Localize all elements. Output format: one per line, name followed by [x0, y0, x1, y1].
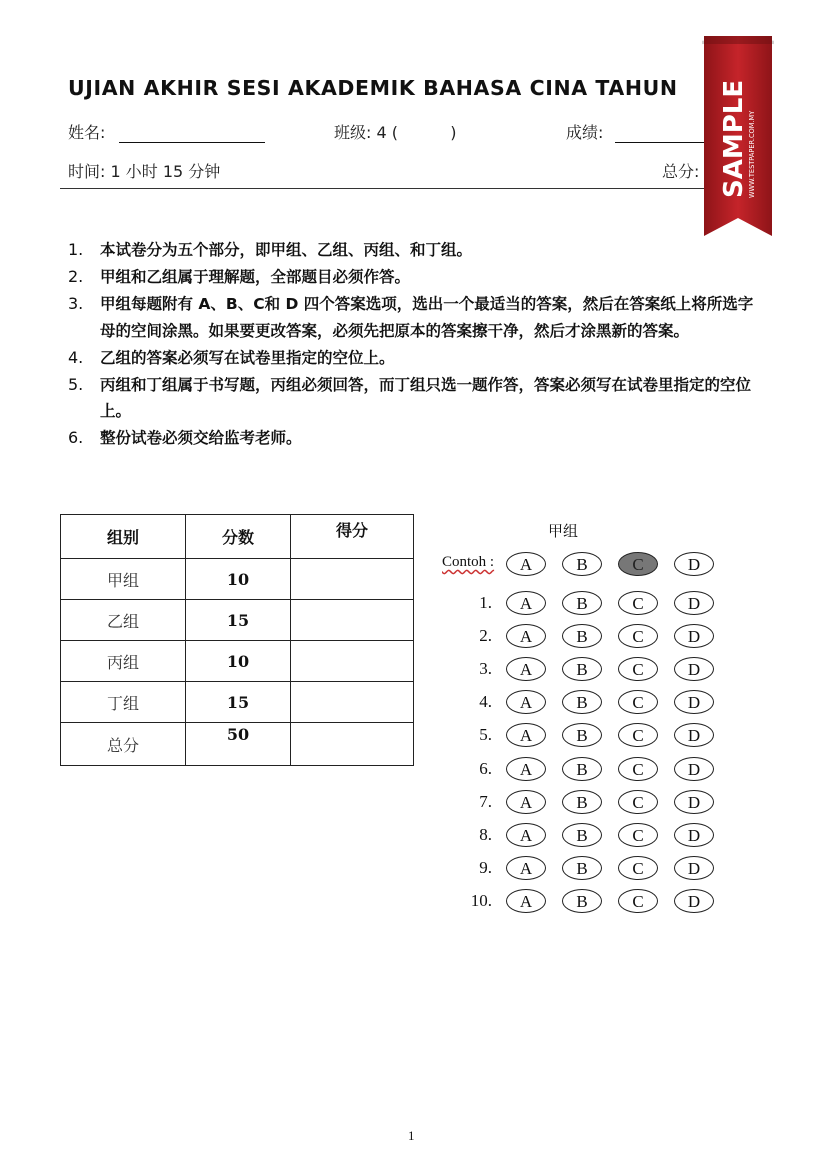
option-bubble-d[interactable]: D [674, 790, 714, 814]
option-bubble-c[interactable]: C [618, 657, 658, 681]
question-number: 1. [479, 593, 492, 612]
sample-ribbon [702, 30, 774, 248]
score-cell[interactable] [291, 559, 414, 600]
option-bubble-b[interactable]: B [562, 657, 602, 681]
ribbon-label: SAMPLE [719, 79, 749, 198]
option-bubble-d[interactable]: D [674, 823, 714, 847]
option-bubble-d[interactable]: D [674, 591, 714, 615]
option-bubble-b[interactable]: B [562, 889, 602, 913]
score-cell[interactable] [291, 723, 414, 766]
option-bubble-a[interactable]: A [506, 790, 546, 814]
option-bubble-d[interactable]: D [674, 889, 714, 913]
class-value: 4 ( [376, 123, 399, 142]
option-bubble-b[interactable]: B [562, 790, 602, 814]
option-bubble-b[interactable]: B [562, 591, 602, 615]
option-bubble-c[interactable]: C [618, 624, 658, 648]
table-row [61, 723, 414, 766]
answer-row [440, 789, 740, 817]
page-title: UJIAN AKHIR SESI AKADEMIK BAHASA CINA TAHUN [68, 76, 678, 100]
question-number: 2. [479, 626, 492, 646]
marks-cell: 15 [186, 682, 291, 723]
marks-cell: 10 [186, 559, 291, 600]
group-cell: 丁组 [61, 682, 186, 723]
total-label: 总分: [662, 162, 700, 181]
class-close: ) [450, 123, 457, 142]
question-number: 9. [479, 857, 492, 877]
grade-field [566, 120, 705, 143]
page-number: 1 [408, 1128, 415, 1143]
example-row [440, 551, 740, 579]
name-field [68, 120, 265, 143]
option-bubble-b[interactable]: B [562, 624, 602, 648]
option-bubble-b[interactable]: B [562, 757, 602, 781]
marks-cell: 50 [186, 723, 291, 766]
answer-row [440, 888, 740, 916]
option-bubble-d[interactable]: D [674, 657, 714, 681]
instructions-list [68, 237, 768, 452]
instruction-item: 2. 甲组和乙组属于理解题，全部题目必须作答。 [68, 267, 411, 286]
header-marks: 分数 [186, 515, 291, 559]
option-bubble-a[interactable]: A [506, 757, 546, 781]
grade-label: 成绩: [566, 123, 604, 142]
option-bubble-d: D [674, 552, 714, 576]
header-divider [60, 188, 760, 189]
answer-row [440, 656, 740, 684]
option-bubble-c[interactable]: C [618, 790, 658, 814]
score-cell[interactable] [291, 600, 414, 641]
answer-row [440, 590, 740, 618]
option-bubble-b[interactable]: B [562, 823, 602, 847]
option-bubble-c[interactable]: C [618, 823, 658, 847]
table-header-row [61, 515, 414, 559]
answer-row [440, 689, 740, 717]
option-bubble-b: B [562, 552, 602, 576]
score-cell[interactable] [291, 641, 414, 682]
answer-sheet-title: 甲组 [548, 522, 579, 540]
marks-cell: 10 [186, 641, 291, 682]
group-cell: 甲组 [61, 559, 186, 600]
question-number: 5. [479, 725, 492, 745]
instruction-item: 5. 丙组和丁组属于书写题，丙组必须回答，而丁组只选一题作答，答案必须写在试卷里指定的空位上。 [68, 374, 752, 420]
option-bubble-a[interactable]: A [506, 889, 546, 913]
option-bubble-a[interactable]: A [506, 723, 546, 747]
class-field [334, 120, 456, 143]
instruction-item: 4. 乙组的答案必须写在试卷里指定的空位上。 [68, 347, 395, 367]
answer-row [440, 623, 740, 651]
marks-cell: 15 [186, 600, 291, 641]
question-number: 8. [479, 824, 492, 844]
option-bubble-c[interactable]: C [618, 856, 658, 880]
option-bubble-b[interactable]: B [562, 856, 602, 880]
group-cell: 乙组 [61, 600, 186, 641]
answer-row [440, 722, 740, 750]
name-label: 姓名: [68, 123, 106, 142]
question-number: 3. [479, 659, 492, 679]
answer-row [440, 822, 740, 850]
group-cell: 丙组 [61, 641, 186, 682]
ribbon-url: WWW.TESTPAPER.COM.MY [748, 110, 756, 198]
question-number: 10. [470, 890, 492, 910]
class-label: 班级: [334, 123, 372, 142]
option-bubble-c: C [618, 552, 658, 576]
option-bubble-a[interactable]: A [506, 591, 546, 615]
option-bubble-a: A [506, 552, 546, 576]
answer-row [440, 756, 740, 784]
option-bubble-a[interactable]: A [506, 690, 546, 714]
table-row [61, 641, 414, 682]
option-bubble-b[interactable]: B [562, 723, 602, 747]
option-bubble-a[interactable]: A [506, 856, 546, 880]
header-group: 组别 [61, 515, 186, 559]
group-cell: 总分 [61, 723, 186, 766]
option-bubble-b[interactable]: B [562, 690, 602, 714]
option-bubble-d[interactable]: D [674, 757, 714, 781]
option-bubble-d[interactable]: D [674, 690, 714, 714]
answer-row [440, 855, 740, 883]
instruction-item: 1. 本试卷分为五个部分，即甲组、乙组、丙组、和丁组。 [68, 240, 473, 259]
option-bubble-d[interactable]: D [674, 723, 714, 747]
name-blank [119, 124, 265, 143]
question-number: 4. [479, 692, 492, 712]
table-row [61, 600, 414, 641]
table-row [61, 559, 414, 600]
score-table [60, 514, 414, 766]
option-bubble-a[interactable]: A [506, 657, 546, 681]
grade-blank [615, 124, 705, 143]
question-number: 7. [479, 791, 492, 811]
score-cell[interactable] [291, 682, 414, 723]
option-bubble-a[interactable]: A [506, 823, 546, 847]
option-bubble-d[interactable]: D [674, 624, 714, 648]
option-bubble-c[interactable]: C [618, 889, 658, 913]
instruction-item: 6. 整份试卷必须交给监考老师。 [68, 428, 302, 447]
example-label: Contoh : [442, 554, 495, 570]
option-bubble-a[interactable]: A [506, 624, 546, 648]
instruction-item: 3. 甲组每题附有 A、B、C和 D 四个答案选项，选出一个最适当的答案，然后在答案纸上将所选字母的空间涂黑。如果要更改答案，必须先把原本的答案擦干净，然后才涂黑新的答案。 [68, 294, 754, 340]
option-bubble-c[interactable]: C [618, 690, 658, 714]
option-bubble-c[interactable]: C [618, 723, 658, 747]
option-bubble-c[interactable]: C [618, 757, 658, 781]
header-score: 得分 [291, 515, 414, 559]
table-row [61, 682, 414, 723]
time-info: 时间: 1 小时 15 分钟 [68, 162, 221, 181]
option-bubble-d[interactable]: D [674, 856, 714, 880]
option-bubble-c[interactable]: C [618, 591, 658, 615]
question-number: 6. [479, 758, 492, 778]
